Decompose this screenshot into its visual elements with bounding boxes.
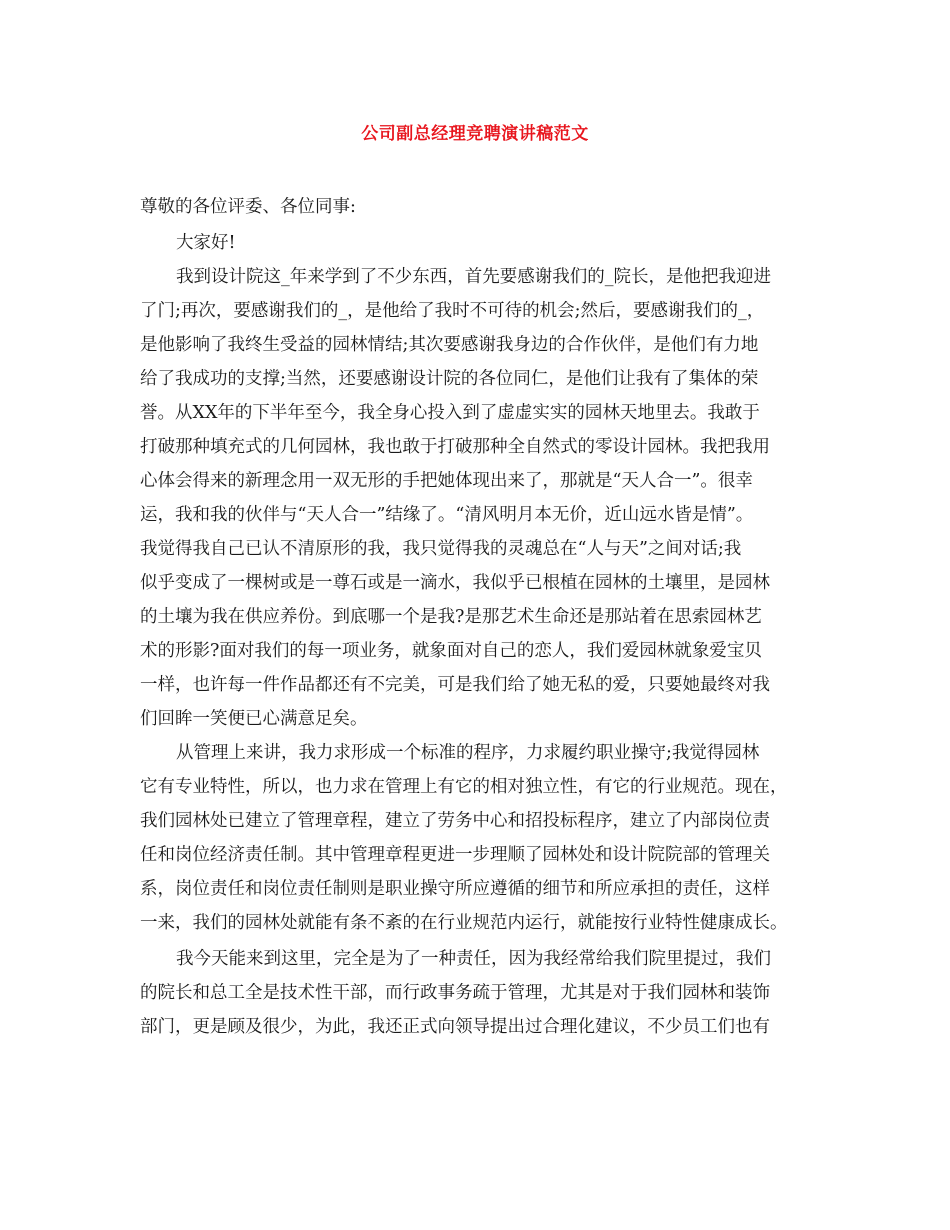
paragraph-2-line: 系，岗位责任和岗位责任制则是职业操守所应遵循的细节和所应承担的责任，这样 [140,879,770,899]
paragraph-1-line: 是他影响了我终生受益的园林情结;其次要感谢我身边的合作伙伴，是他们有力地 [140,335,759,355]
paragraph-1-line: 心体会得来的新理念用一双无形的手把她体现出来了，那就是“天人合一”。很幸 [140,471,753,491]
paragraph-1-line: 打破那种填充式的几何园林，我也敢于打破那种全自然式的零设计园林。我把我用 [140,437,770,457]
document-title: 公司副总经理竞聘演讲稿范文 [361,124,589,144]
paragraph-3-line: 我今天能来到这里，完全是为了一种责任，因为我经常给我们院里提过，我们 [176,949,771,969]
paragraph-1-line: 们回眸一笑便已心满意足矣。 [140,709,368,729]
paragraph-2-line: 从管理上来讲，我力求形成一个标准的程序，力求履约职业操守;我觉得园林 [176,743,760,763]
paragraph-1-line: 了门;再次，要感谢我们的_，是他给了我时不可待的机会;然后，要感谢我们的_， [140,301,765,321]
paragraph-2-line: 它有专业特性，所以，也力求在管理上有它的相对独立性，有它的行业规范。现在， [140,777,788,797]
paragraph-1-line: 运，我和我的伙伴与“天人合一”结缘了。“清风明月本无价，近山远水皆是情”。 [140,505,754,525]
paragraph-3-line: 部门，更是顾及很少，为此，我还正式向领导提出过合理化建议，不少员工们也有 [140,1017,770,1037]
paragraph-1-line: 我到设计院这_年来学到了不少东西，首先要感谢我们的_院长，是他把我迎进 [176,267,771,287]
paragraph-1-line: 的土壤为我在供应养份。到底哪一个是我?是那艺术生命还是那站着在思索园林艺 [140,607,762,627]
paragraph-2-line: 一来，我们的园林处就能有条不紊的在行业规范内运行，就能按行业特性健康成长。 [140,913,788,933]
paragraph-1-line: 似乎变成了一棵树或是一尊石或是一滴水，我似乎已根植在园林的土壤里，是园林 [140,573,770,593]
paragraph-2-line: 任和岗位经济责任制。其中管理章程更进一步理顺了园林处和设计院院部的管理关 [140,845,770,865]
salutation: 尊敬的各位评委、各位同事: [140,197,356,217]
greeting: 大家好! [176,233,236,253]
paragraph-1-line: 誉。从XX年的下半年至今，我全身心投入到了虚虚实实的园林天地里去。我敢于 [140,403,760,423]
paragraph-1-line: 给了我成功的支撑;当然，还要感谢设计院的各位同仁，是他们让我有了集体的荣 [140,369,759,389]
paragraph-1-line: 我觉得我自己已认不清原形的我，我只觉得我的灵魂总在“人与天”之间对话;我 [140,539,742,559]
paragraph-3-line: 的院长和总工全是技术性干部，而行政事务疏于管理，尤其是对于我们园林和装饰 [140,983,770,1003]
paragraph-1-line: 一样，也许每一件作品都还有不完美，可是我们给了她无私的爱，只要她最终对我 [140,675,770,695]
paragraph-1-line: 术的形影?面对我们的每一项业务，就象面对自己的恋人，我们爱园林就象爱宝贝 [140,641,762,661]
paragraph-2-line: 我们园林处已建立了管理章程，建立了劳务中心和招投标程序，建立了内部岗位责 [140,811,770,831]
